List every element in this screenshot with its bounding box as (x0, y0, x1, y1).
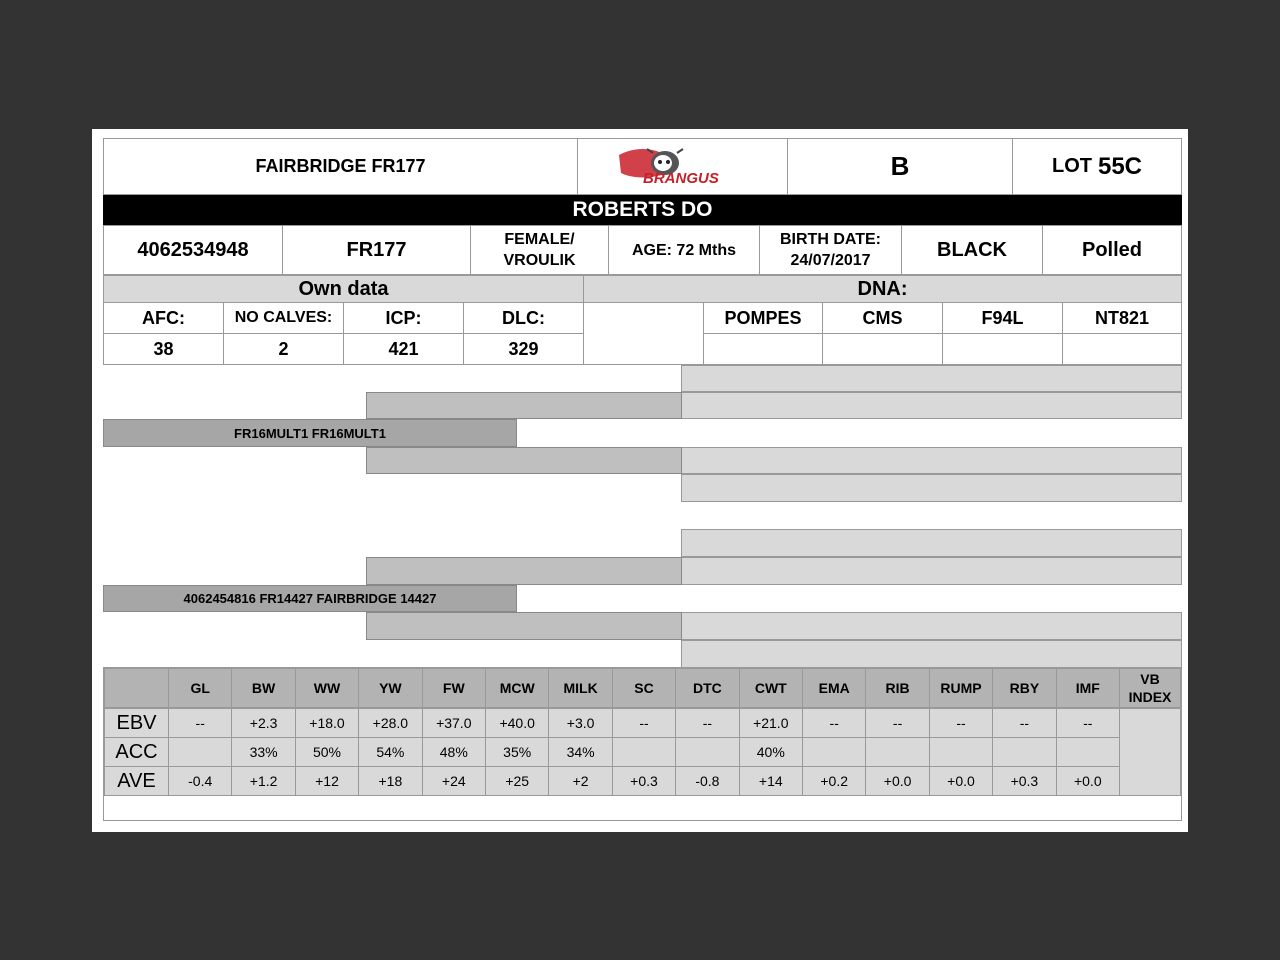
ebv-cell-ave-ema-text: +0.2 (820, 773, 849, 789)
ebv-cell-acc-cwt-text: 40% (756, 744, 785, 760)
ebv-header-gl (168, 668, 232, 708)
own-value-calves-text: 2 (278, 338, 289, 359)
ebv-header-ema-text: EMA (818, 680, 850, 696)
dna-header-f94l (942, 302, 1063, 334)
ebv-cell-ebv-bw-text: +2.3 (249, 715, 278, 731)
ebv-header-fw-text: FW (442, 680, 465, 696)
brangus-logo (577, 138, 788, 195)
dna-header-nt821 (1062, 302, 1182, 334)
ebv-cell-ave-dtc (675, 766, 739, 796)
breeder-name: ROBERTS DO (572, 198, 713, 221)
ebv-cell-ebv-imf (1056, 708, 1120, 738)
ebv-cell-ave-dtc-text: -0.8 (695, 773, 720, 789)
ebv-cell-ebv-yw (358, 708, 422, 738)
ebv-header-cwt-text: CWT (754, 680, 787, 696)
dna-header-nt821-text: NT821 (1094, 307, 1150, 328)
ebv-cell-ave-sc (612, 766, 676, 796)
ebv-row-label-ave-text: AVE (117, 769, 156, 792)
ebv-cell-ave-bw (231, 766, 295, 796)
ebv-header-milk-text: MILK (563, 680, 598, 696)
ebv-cell-acc-milk (548, 737, 612, 767)
logo-text: BRANGUS (642, 169, 719, 187)
ebv-cell-ave-imf (1056, 766, 1120, 796)
ebv-cell-ave-mcw-text: +25 (505, 773, 530, 789)
animal-name (103, 138, 578, 195)
ebv-cell-ave-milk (548, 766, 612, 796)
own-data-title (103, 275, 584, 303)
ebv-cell-acc-rump (929, 737, 993, 767)
dna-title (583, 275, 1182, 303)
own-header-icp (343, 302, 464, 334)
ebv-cell-ave-cwt (739, 766, 803, 796)
ebv-cell-ebv-ema-text: -- (829, 715, 839, 731)
ebv-header-ww (295, 668, 359, 708)
pedigree-sire (103, 419, 517, 447)
ebv-cell-ebv-rib (865, 708, 929, 738)
ebv-cell-ave-rump-text: +0.0 (947, 773, 975, 789)
animal-tag (282, 225, 471, 275)
ebv-cell-acc-mcw (485, 737, 549, 767)
pedigree-ggs-3 (681, 447, 1182, 474)
ebv-header-vb-index (1119, 668, 1181, 708)
ebv-cell-acc-bw-text: 33% (249, 744, 278, 760)
ebv-header-bw-text: BW (251, 680, 276, 696)
ebv-cell-ebv-rby (992, 708, 1056, 738)
ebv-cell-ebv-cwt-text: +21.0 (753, 715, 789, 731)
dna-header-f94l-text: F94L (981, 307, 1024, 328)
ebv-cell-ebv-imf-text: -- (1083, 715, 1093, 731)
own-header-dlc (463, 302, 584, 334)
pedigree-sire-sire (366, 392, 682, 419)
own-value-icp-text: 421 (388, 338, 419, 359)
ebv-header-milk (548, 668, 612, 708)
ebv-cell-ebv-dtc (675, 708, 739, 738)
ebv-cell-ave-milk-text: +2 (572, 773, 589, 789)
ebv-header-bw (231, 668, 295, 708)
ebv-header-sc (612, 668, 676, 708)
ebv-cell-ave-yw (358, 766, 422, 796)
pedigree-ggs-4 (681, 474, 1182, 502)
ebv-cell-ebv-sc-text: -- (639, 715, 649, 731)
animal-age-text: AGE: 72 Mths (631, 241, 736, 259)
ebv-cell-ebv-yw-text: +28.0 (372, 715, 409, 731)
grade-box (787, 138, 1013, 195)
horn-status-text: Polled (1081, 238, 1142, 261)
ebv-cell-ave-imf-text: +0.0 (1073, 773, 1102, 789)
ebv-cell-ave-rib-text: +0.0 (883, 773, 912, 789)
ebv-cell-acc-yw-text: 54% (376, 744, 405, 760)
ebv-cell-ebv-dtc-text: -- (702, 715, 713, 731)
birth-date (759, 225, 902, 275)
ebv-cell-ave-mcw (485, 766, 549, 796)
ebv-cell-acc-imf (1056, 737, 1120, 767)
birth-date-label: BIRTH DATE: (779, 231, 882, 248)
ebv-row-label-ebv-text: EBV (116, 711, 157, 734)
ebv-header-vb-index-text: VB INDEX (1128, 671, 1172, 705)
breeder-bar (103, 195, 1182, 225)
animal-color-text: BLACK (937, 238, 1007, 261)
ebv-cell-ave-fw (422, 766, 486, 796)
ebv-cell-ave-ww (295, 766, 359, 796)
ebv-header-sc-text: SC (634, 680, 654, 696)
ebv-cell-ebv-milk-text: +3.0 (566, 715, 595, 731)
ebv-header-rump (929, 668, 993, 708)
ebv-cell-acc-ww-text: 50% (312, 744, 341, 760)
animal-sex (470, 225, 609, 275)
animal-id (103, 225, 283, 275)
pedigree-ggd-3 (681, 612, 1182, 640)
ebv-cell-ave-fw-text: +24 (441, 773, 466, 789)
ebv-cell-acc-dtc (675, 737, 739, 767)
ebv-cell-ave-rby-text: +0.3 (1010, 773, 1039, 789)
grade-text: B (890, 151, 910, 181)
own-value-dlc (463, 333, 584, 365)
ebv-header-rib-text: RIB (885, 680, 910, 696)
ebv-cell-ebv-rump-text: -- (956, 715, 966, 731)
lot-number: 55C (1097, 152, 1143, 180)
pedigree-ggd-4 (681, 640, 1182, 668)
own-value-calves (223, 333, 344, 365)
ebv-cell-ave-cwt-text: +14 (758, 773, 783, 789)
ebv-header-ww-text: WW (313, 680, 341, 696)
ebv-header-gl-text: GL (190, 680, 210, 696)
ebv-cell-acc-fw (422, 737, 486, 767)
pedigree-ggd-2 (681, 557, 1182, 585)
ebv-header-mcw (485, 668, 549, 708)
ebv-header-ema (802, 668, 866, 708)
ebv-cell-acc-cwt (739, 737, 803, 767)
ebv-cell-ave-yw-text: +18 (378, 773, 403, 789)
ebv-cell-ave-rby (992, 766, 1056, 796)
ebv-header-rby (992, 668, 1056, 708)
ebv-cell-ebv-gl-text: -- (195, 715, 205, 731)
ebv-cell-ave-gl (168, 766, 232, 796)
pedigree-ggd-1 (681, 529, 1182, 557)
ebv-cell-ebv-ww (295, 708, 359, 738)
ebv-cell-ave-sc-text: +0.3 (630, 773, 658, 789)
lot-label: LOT (1051, 155, 1092, 177)
ebv-cell-acc-ema (802, 737, 866, 767)
animal-name-text: FAIRBRIDGE FR177 (255, 156, 426, 176)
ebv-row-label-ave (104, 766, 169, 796)
own-header-afc-text: AFC: (142, 307, 185, 328)
ebv-row-label-acc (104, 737, 169, 767)
ebv-cell-acc-sc (612, 737, 676, 767)
ebv-header-rump-text: RUMP (940, 680, 982, 696)
ebv-row-label-ebv (104, 708, 169, 738)
ebv-header-cwt (739, 668, 803, 708)
ebv-cell-ave-rib (865, 766, 929, 796)
birth-date-value: 24/07/2017 (790, 252, 871, 269)
animal-sex-text: FEMALE/ VROULIK (503, 231, 576, 269)
ebv-cell-acc-rby (992, 737, 1056, 767)
lot-box (1012, 138, 1182, 195)
own-header-calves (223, 302, 344, 334)
dna-header-pompes-text: POMPES (724, 307, 802, 328)
ebv-cell-ave-ww-text: +12 (315, 773, 339, 789)
own-header-icp-text: ICP: (385, 307, 422, 328)
ebv-cell-ebv-gl (168, 708, 232, 738)
pedigree-dam (103, 585, 517, 612)
own-value-afc-text: 38 (153, 338, 174, 359)
pedigree-ggs-1 (681, 365, 1182, 392)
ebv-corner (104, 668, 169, 708)
ebv-cell-ebv-ww-text: +18.0 (309, 715, 345, 731)
ebv-cell-acc-ww (295, 737, 359, 767)
own-header-dlc-text: DLC: (502, 307, 545, 328)
dna-value-pompes (703, 333, 823, 365)
ebv-header-dtc (675, 668, 739, 708)
dna-header-cms-text: CMS (862, 307, 903, 328)
ebv-header-imf-text: IMF (1075, 680, 1100, 696)
animal-age (608, 225, 760, 275)
own-header-afc (103, 302, 224, 334)
ebv-cell-acc-milk-text: 34% (566, 744, 595, 760)
ebv-cell-ebv-mcw (485, 708, 549, 738)
ebv-cell-acc-bw (231, 737, 295, 767)
ebv-header-yw (358, 668, 422, 708)
ebv-cell-acc-rib (865, 737, 929, 767)
ebv-cell-acc-yw (358, 737, 422, 767)
ebv-cell-ave-ema (802, 766, 866, 796)
ebv-header-dtc-text: DTC (692, 680, 722, 696)
own-data-title-text: Own data (298, 277, 389, 300)
dna-header-cms (822, 302, 943, 334)
ebv-header-rib (865, 668, 929, 708)
ebv-cell-ebv-milk (548, 708, 612, 738)
ebv-cell-ebv-fw-text: +37.0 (436, 715, 472, 731)
own-header-calves-text: NO CALVES: (234, 309, 333, 326)
ebv-cell-ebv-ema (802, 708, 866, 738)
ebv-cell-ebv-cwt (739, 708, 803, 738)
ebv-cell-acc-mcw-text: 35% (503, 744, 532, 760)
ebv-cell-ebv-mcw-text: +40.0 (499, 715, 535, 731)
own-value-icp (343, 333, 464, 365)
ebv-cell-ave-bw-text: +1.2 (249, 773, 278, 789)
animal-tag-text: FR177 (346, 238, 407, 261)
pedigree-dam-sire (366, 557, 682, 585)
ebv-header-fw (422, 668, 486, 708)
ebv-cell-acc-fw-text: 48% (439, 744, 468, 760)
ebv-cell-ebv-bw (231, 708, 295, 738)
own-value-afc (103, 333, 224, 365)
animal-color (901, 225, 1043, 275)
pedigree-sire-dam (366, 447, 682, 474)
ebv-cell-ebv-rby-text: -- (1019, 715, 1030, 731)
animal-id-text: 4062534948 (137, 238, 249, 261)
ebv-header-rby-text: RBY (1009, 680, 1040, 696)
ebv-cell-ave-gl-text: -0.4 (188, 773, 213, 789)
pedigree-sire-text: FR16MULT1 FR16MULT1 (234, 425, 386, 441)
dna-title-text: DNA: (857, 277, 908, 300)
own-value-dlc-text: 329 (508, 338, 539, 359)
ebv-cell-ebv-sc (612, 708, 676, 738)
dna-value-cms (822, 333, 943, 365)
dna-header-pompes (703, 302, 823, 334)
ebv-cell-ebv-fw (422, 708, 486, 738)
ebv-cell-ave-rump (929, 766, 993, 796)
bull-logo-icon (613, 145, 753, 189)
ebv-cell-acc-gl (168, 737, 232, 767)
ebv-cell-ebv-rib-text: -- (892, 715, 903, 731)
dna-value-f94l (942, 333, 1063, 365)
ebv-header-imf (1056, 668, 1120, 708)
horn-status (1042, 225, 1182, 275)
ebv-row-label-acc-text: ACC (115, 740, 158, 763)
dna-spacer (583, 302, 704, 365)
ebv-header-yw-text: YW (379, 680, 402, 696)
lot-card (92, 129, 1188, 832)
pedigree-ggs-2 (681, 392, 1182, 419)
ebv-header-mcw-text: MCW (499, 680, 535, 696)
pedigree-dam-dam (366, 612, 682, 640)
pedigree-dam-text: 4062454816 FR14427 FAIRBRIDGE 14427 (183, 591, 437, 606)
ebv-cell-ebv-rump (929, 708, 993, 738)
ebv-table (103, 667, 1182, 821)
dna-value-nt821 (1062, 333, 1182, 365)
ebv-vb-index-value (1119, 708, 1181, 796)
